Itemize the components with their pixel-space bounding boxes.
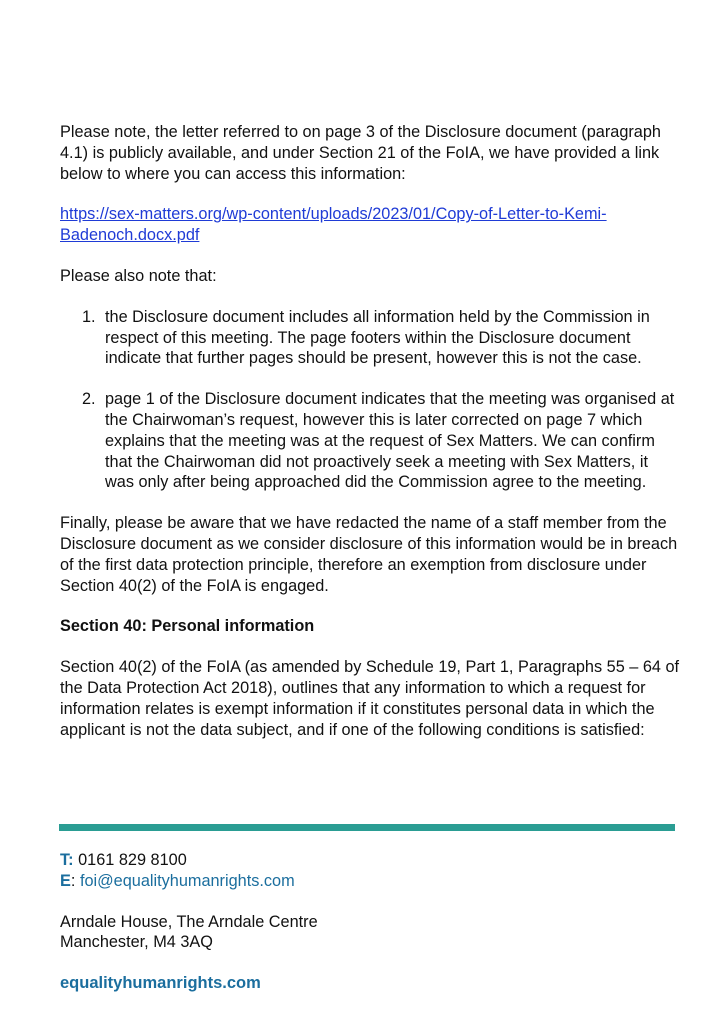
footer: [60, 850, 660, 994]
email-label: E: [60, 871, 71, 890]
section-heading: Section 40: Personal information: [60, 617, 315, 636]
address-line-2: Manchester, M4 3AQ: [60, 933, 213, 952]
website-link[interactable]: equalityhumanrights.com: [60, 974, 261, 993]
also-note-paragraph: Please also note that:: [60, 266, 217, 285]
letter-link-line-2[interactable]: Badenoch.docx.pdf: [60, 226, 200, 245]
intro-paragraph: Please note, the letter referred to on page 3 of the Disclosure document (paragraph 4.1) is publicly available, and under Section 21 of the FoIA, we have provided a link below to where you can access this information:: [60, 123, 661, 183]
list-item-text: page 1 of the Disclosure document indicates that the meeting was organised at the Chairwoman’s request, however this is later corrected on page 7 which explains that the meeting was at the request of Sex Matters. We can confirm that the Chairwoman did not proactively seek a meeting with Sex Matters, it was only after being approached did the Commission agree to the meeting.: [105, 390, 675, 492]
list-item-text: the Disclosure document includes all information held by the Commission in respect of this meeting. The page footers within the Disclosure document indicate that further pages should be present, however this is not the case.: [105, 307, 650, 368]
finally-paragraph: Finally, please be aware that we have redacted the name of a staff member from the Disclosure document as we consider disclosure of this information would be in breach of the first data protection principle, therefore an exemption from disclosure under Section 40(2) of the FoIA is engaged.: [60, 514, 678, 595]
phone-label: T:: [60, 851, 74, 869]
footer-address: [60, 912, 660, 954]
list-item-number: 2.: [82, 390, 96, 409]
footer-phone: [60, 850, 660, 871]
email-separator: :: [70, 871, 76, 890]
list-item: [60, 307, 680, 369]
section-40-paragraph: Section 40(2) of the FoIA (as amended by Schedule 19, Part 1, Paragraphs 55 – 64 of the Data Protection Act 2018), outlines that any information to which a request for information relates is exempt information if it constitutes personal data in which the applicant is not the data subject, and if one of the following conditions is satisfied:: [60, 658, 680, 739]
phone-number: 0161 829 8100: [78, 851, 187, 869]
address-line-1: Arndale House, The Arndale Centre: [60, 912, 318, 931]
letter-link[interactable]: [60, 204, 680, 246]
document-body: [60, 122, 680, 740]
letter-link-line-1[interactable]: https://sex-matters.org/wp-content/uploads/2023/01/Copy-of-Letter-to-Kemi-: [60, 205, 607, 224]
footer-email: [60, 871, 660, 892]
list-item-number: 1.: [82, 307, 96, 326]
email-link[interactable]: foi@equalityhumanrights.com: [79, 871, 295, 890]
notes-list: [60, 307, 680, 493]
footer-divider: [59, 824, 675, 831]
list-item: [60, 389, 680, 493]
